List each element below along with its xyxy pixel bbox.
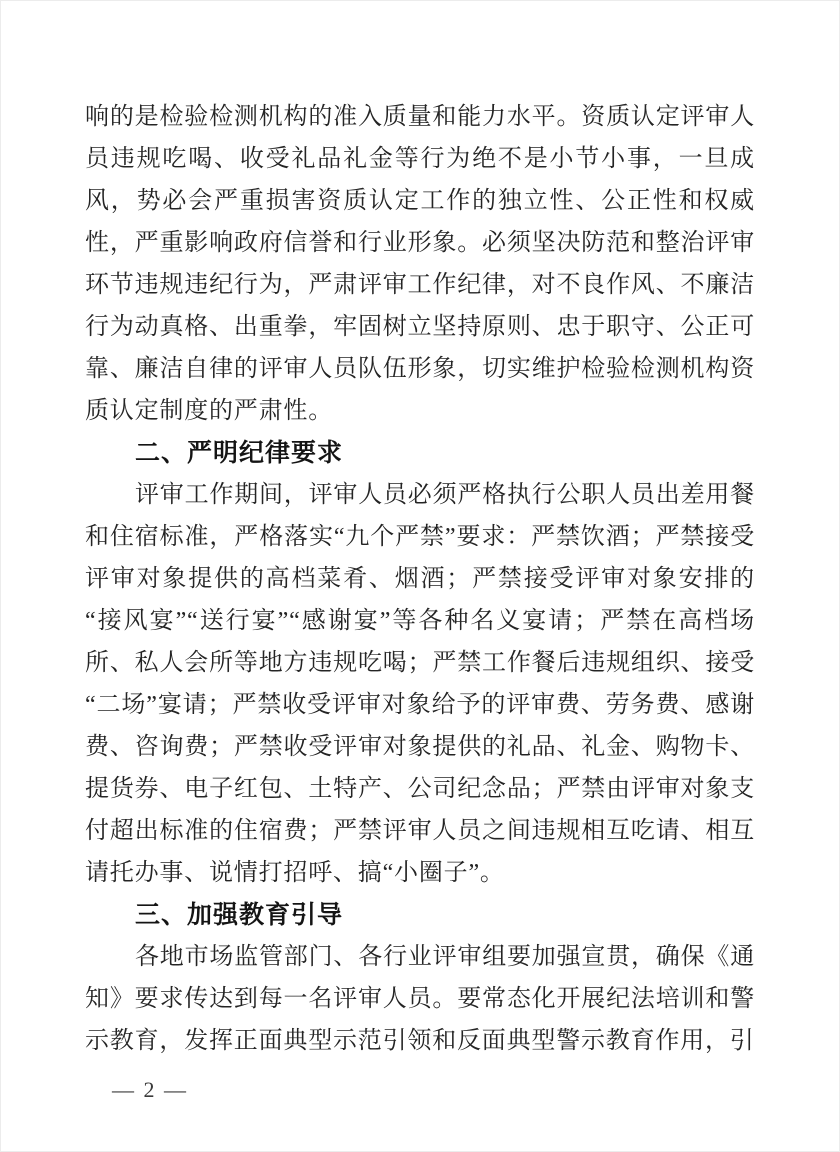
- page-number: — 2 —: [112, 1077, 188, 1102]
- paragraph: 响的是检验检测机构的准入质量和能力水平。资质认定评审人员违规吃喝、收受礼品礼金等行为绝不是小节小事，一旦成风，势必会严重损害资质认定工作的独立性、公正性和权威性，严重影响政府信誉和行业形象。必须坚决防范和整治评审环节违规违纪行为，严肃评审工作纪律，对不良作风、不廉洁行为动真格、出重拳，牢固树立坚持原则、忠于职守、公正可靠、廉洁自律的评审人员队伍形象，切实维护检验检测机构资质认定制度的严肃性。: [85, 104, 755, 424]
- paragraph: 各地市场监管部门、各行业评审组要加强宣贯，确保《通知》要求传达到每一名评审人员。要常态化开展纪法培训和警示教育，发挥正面典型示范引领和反面典型警示教育作用，引: [85, 944, 755, 1054]
- section-heading: 三、加强教育引导: [135, 901, 344, 929]
- text-block: [85, 96, 755, 1062]
- section-heading: 二、严明纪律要求: [135, 439, 344, 467]
- paragraph: 评审工作期间，评审人员必须严格执行公职人员出差用餐和住宿标准，严格落实“九个严禁”要求：严禁饮酒；严禁接受评审对象提供的高档菜肴、烟酒；严禁接受评审对象安排的“接风宴”“送行宴”“感谢宴”等各种名义宴请；严禁在高档场所、私人会所等地方违规吃喝；严禁工作餐后违规组织、接受“二场”宴请；严禁收受评审对象给予的评审费、劳务费、感谢费、咨询费；严禁收受评审对象提供的礼品、礼金、购物卡、提货券、电子红包、土特产、公司纪念品；严禁由评审对象支付超出标准的住宿费；严禁评审人员之间违规相互吃请、相互请托办事、说情打招呼、搞“小圈子”。: [85, 482, 755, 886]
